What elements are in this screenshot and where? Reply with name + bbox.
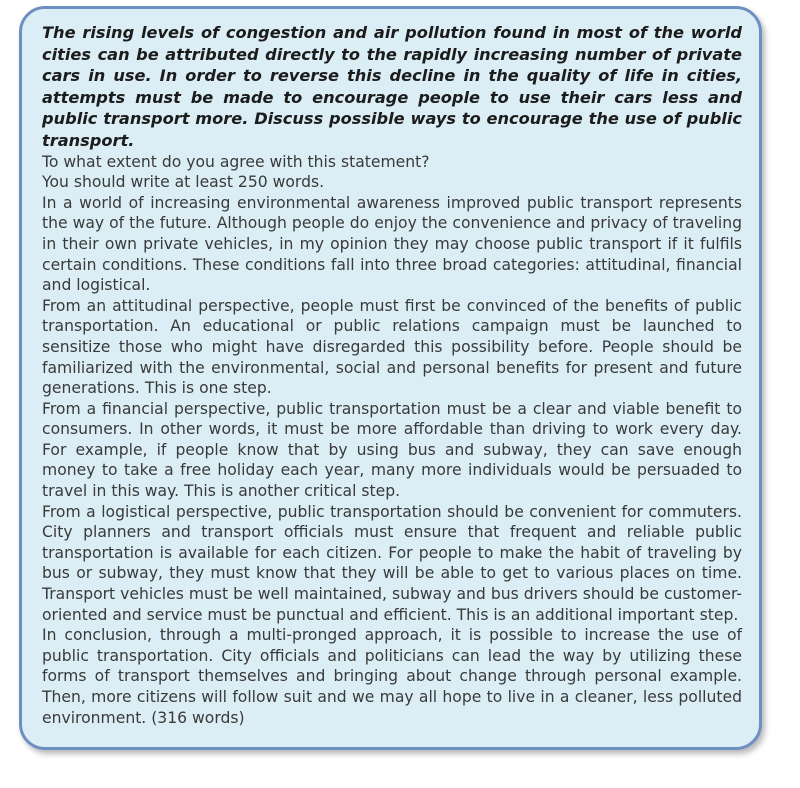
essay-paragraph-logistical: From a logistical perspective, public transportation should be convenient for commuters. City planners and transport officials must ensure that frequent and reliable public transportation is available for each citizen. For people to make the habit of traveling by bus or subway, they must know that they will be able to get to various places on time. Transport vehicles must be well maintained, subway and bus drivers should be customer-oriented and service must be punctual and efficient. This is an additional important step.: [42, 502, 742, 624]
essay-paragraph-attitudinal: From an attitudinal perspective, people must first be convinced of the benefits of public transportation. An educational or public relations campaign must be launched to sensitize those who might have disregarded this possibility before. People should be familiarized with the environmental, social and personal benefits for present and future generations. This is one step.: [42, 296, 742, 398]
essay-paragraph-conclusion: In conclusion, through a multi-pronged approach, it is possible to increase the use of public transportation. City officials and politicians can lead the way by utilizing these forms of transport themselves and bringing about change through personal example. Then, more citizens will follow suit and we may all hope to live in a cleaner, less polluted environment. (316 words): [42, 626, 742, 727]
essay-content: [42, 22, 742, 728]
task-requirement: You should write at least 250 words.: [42, 173, 325, 192]
essay-paragraph-financial: From a financial perspective, public transportation must be a clear and viable benefit to consumers. In other words, it must be more affordable than driving to work every day. For example, if people know that by using bus and subway, they can save enough money to take a free holiday each year, many more individuals would be persuaded to travel in this way. This is another critical step.: [42, 399, 742, 501]
task-question: To what extent do you agree with this statement?: [42, 152, 430, 171]
task-prompt: The rising levels of congestion and air pollution found in most of the world cities can be attributed directly to the rapidly increasing number of private cars in use. In order to reverse this decline in the quality of life in cities, attempts must be made to encourage people to use their cars less and public transport more. Discuss possible ways to encourage the use of public transport.: [42, 23, 742, 150]
essay-paragraph-introduction: In a world of increasing environmental awareness improved public transport represents the way of the future. Although people do enjoy the convenience and privacy of traveling in their own private vehicles, in my opinion they may choose public transport if it fulfils certain conditions. These conditions fall into three broad categories: attitudinal, financial and logistical.: [42, 193, 742, 295]
